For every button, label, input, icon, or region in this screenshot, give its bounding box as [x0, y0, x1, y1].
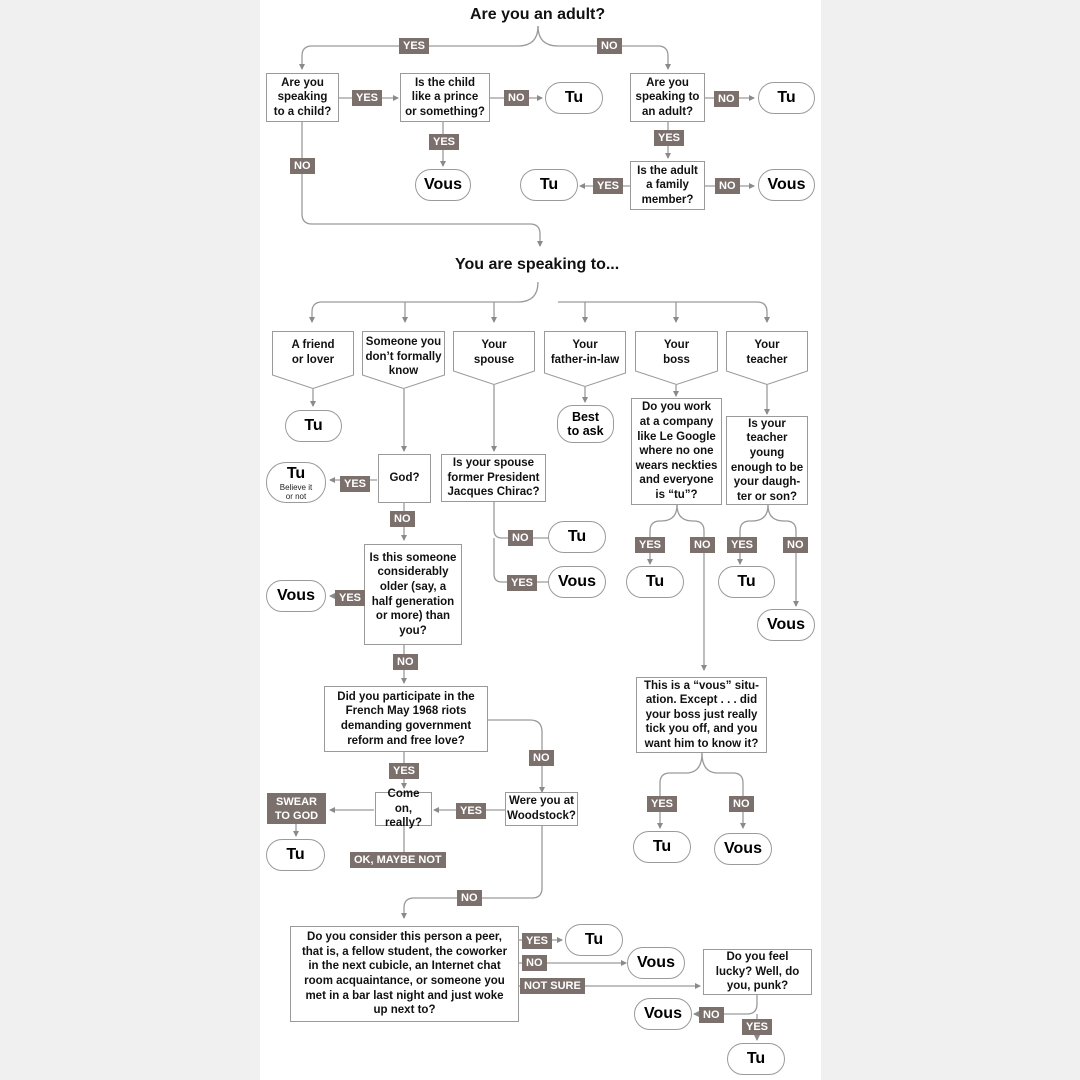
answer-vous: [266, 580, 326, 612]
answer-tu: [285, 410, 342, 442]
category-label: Someone you don’t formally know: [365, 336, 442, 378]
label-no: NO: [390, 511, 415, 527]
answer-label: Tu: [539, 176, 559, 193]
label-no: NO: [715, 178, 740, 194]
label-no: NO: [529, 750, 554, 766]
question-teacher-young: Is your teacher young enough to be your daugh- ter or son?: [726, 416, 808, 505]
category-label: Your father-in-law: [550, 339, 620, 366]
question-vous-situation: This is a “vous” situ- ation. Except . . . did your boss just really tick you off, and you want him to know it?: [636, 677, 767, 753]
question-come-on: Come on, really?: [375, 792, 432, 826]
answer-tu: [548, 521, 606, 553]
question-speaking-to-adult: Are you speaking to an adult?: [630, 73, 705, 122]
answer-tu: [758, 82, 815, 114]
label-no: NO: [522, 955, 547, 971]
category-label: A friend or lover: [291, 339, 335, 366]
answer-tu: [633, 831, 691, 863]
question-google: Do you work at a company like Le Google where no one wears neckties and everyone is “tu”?: [631, 398, 722, 505]
label-no: NO: [457, 890, 482, 906]
label-no: NO: [504, 90, 529, 106]
answer-best-to-ask: Best to ask: [557, 405, 614, 443]
answer-label: Tu: [286, 846, 305, 863]
category-label: Your teacher: [746, 339, 788, 366]
answer-label: Vous: [277, 587, 315, 604]
answer-vous: [757, 609, 815, 641]
label-yes: YES: [399, 38, 429, 54]
answer-label: Tu: [584, 931, 604, 948]
answer-label: Tu: [652, 838, 672, 855]
label-yes: YES: [429, 134, 459, 150]
answer-label: Vous: [558, 573, 596, 590]
answer-label: Vous: [767, 176, 806, 193]
label-no: NO: [508, 530, 533, 546]
label-no: NO: [714, 91, 739, 107]
label-yes: YES: [635, 537, 665, 553]
label-yes: YES: [522, 933, 552, 949]
label-yes: YES: [389, 763, 419, 779]
question-may-1968: Did you participate in the French May 1968 riots demanding government reform and free love?: [324, 686, 488, 752]
label-no: NO: [729, 796, 754, 812]
label-yes: YES: [742, 1019, 772, 1035]
question-god: God?: [378, 454, 431, 503]
answer-label: Tu: [564, 89, 584, 106]
label-yes: YES: [352, 90, 382, 106]
answer-vous: [634, 998, 692, 1030]
label-yes: YES: [340, 476, 370, 492]
diagram-title: Are you an adult?: [470, 6, 606, 23]
label-ok-maybe-not: OK, MAYBE NOT: [350, 852, 446, 868]
label-not-sure: NOT SURE: [520, 978, 585, 994]
answer-tu-believe-it: [266, 462, 326, 503]
answer-vous: [548, 566, 606, 598]
category-label: Your boss: [663, 339, 690, 366]
answer-tu: [626, 566, 684, 598]
label-yes: YES: [647, 796, 677, 812]
label-yes: YES: [654, 130, 684, 146]
answer-vous: [714, 833, 772, 865]
answer-label: Vous: [724, 840, 762, 857]
label-yes: YES: [727, 537, 757, 553]
answer-tu: [266, 839, 325, 871]
answer-note: Believe it or not: [279, 482, 313, 501]
answer-label: Vous: [767, 616, 805, 633]
label-yes: YES: [593, 178, 623, 194]
answer-label: Tu: [286, 464, 306, 482]
answer-tu: [520, 169, 578, 201]
answer-vous: [627, 947, 685, 979]
label-yes: YES: [507, 575, 537, 591]
question-peer: Do you consider this person a peer, that is, a fellow student, the coworker in the next cubicle, an Internet chat room acquaintance, or someone you met in a bar last night and just woke up next to?: [290, 926, 519, 1022]
label-swear-to-god: SWEAR TO GOD: [267, 793, 326, 824]
question-child-prince: Is the child like a prince or something?: [400, 73, 490, 122]
question-adult-family: Is the adult a family member?: [630, 161, 705, 210]
answer-label: Tu: [645, 573, 665, 590]
category-label: Your spouse: [473, 339, 515, 366]
question-spouse-chirac: Is your spouse former President Jacques Chirac?: [441, 454, 546, 502]
question-lucky: Do you feel lucky? Well, do you, punk?: [703, 949, 812, 995]
answer-label: Vous: [424, 176, 462, 193]
answer-label: Tu: [567, 528, 587, 545]
question-speaking-to-child: Are you speaking to a child?: [266, 73, 339, 122]
question-woodstock: Were you at Woodstock?: [505, 792, 578, 826]
answer-vous: [758, 169, 815, 201]
label-no: NO: [597, 38, 622, 54]
answer-vous: [415, 169, 471, 201]
answer-tu: [718, 566, 775, 598]
answer-label: Tu: [304, 417, 323, 434]
question-older: Is this someone considerably older (say, a half generation or more) than you?: [364, 544, 462, 645]
answer-label: Vous: [644, 1005, 682, 1022]
label-no: NO: [690, 537, 715, 553]
label-no: NO: [783, 537, 808, 553]
label-no: NO: [699, 1007, 724, 1023]
answer-tu: [565, 924, 623, 956]
answer-label: Tu: [777, 89, 796, 106]
answer-label: Tu: [746, 1050, 766, 1067]
answer-tu: [545, 82, 603, 114]
label-yes: YES: [456, 803, 486, 819]
answer-label: Vous: [637, 954, 675, 971]
speaking-to-heading: You are speaking to...: [455, 256, 620, 273]
answer-label: Tu: [737, 573, 756, 590]
label-no: NO: [290, 158, 315, 174]
label-no: NO: [393, 654, 418, 670]
answer-tu: [727, 1043, 785, 1075]
label-yes: YES: [335, 590, 365, 606]
